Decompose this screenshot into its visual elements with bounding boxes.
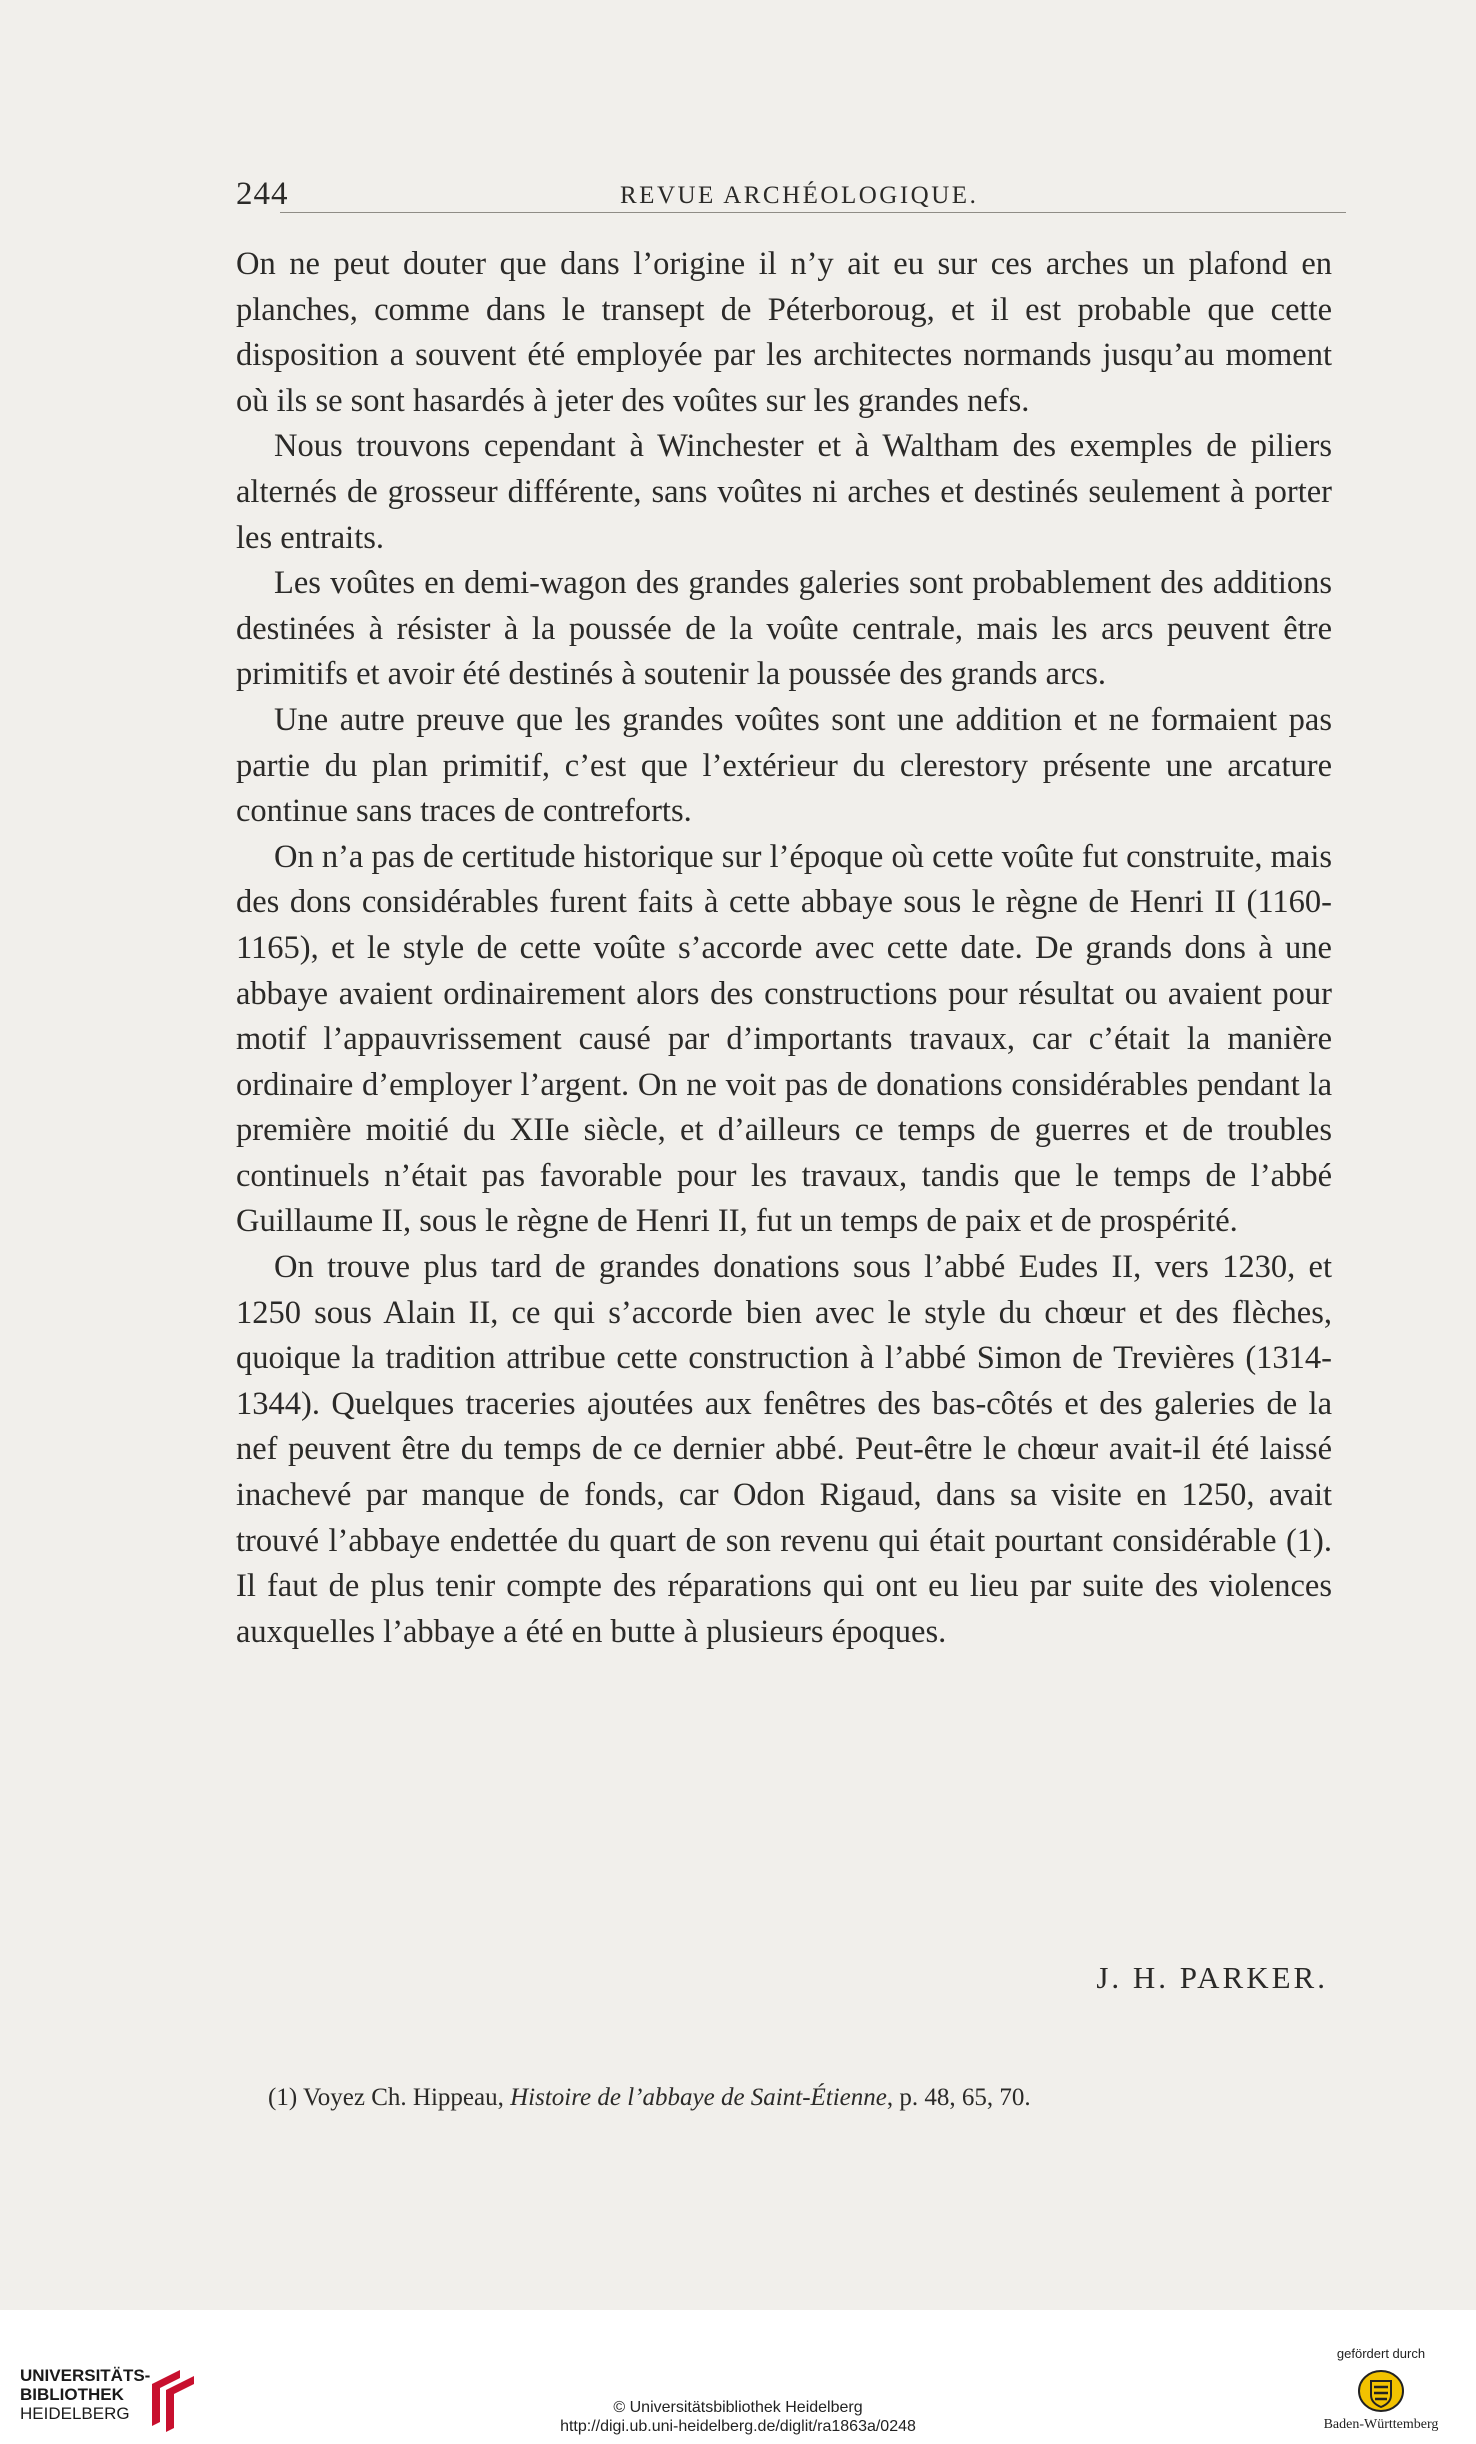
author-signature: J. H. PARKER. bbox=[1096, 1960, 1328, 1995]
sponsor-label: gefördert durch bbox=[1336, 2346, 1426, 2361]
running-title: REVUE ARCHÉOLOGIQUE. bbox=[620, 182, 979, 209]
permalink[interactable]: http://digi.ub.uni-heidelberg.de/diglit/ra1863a/0248 bbox=[560, 2418, 916, 2435]
paragraph: On ne peut douter que dans l’origine il n’y ait eu sur ces arches un plafond en planches, comme dans le transept de Péterboroug, et il est probable que cette disposition a souvent été employée par les architectes normands jusqu’au moment où ils se sont hasardés à jeter des voûtes sur les grandes nefs. bbox=[236, 246, 1332, 419]
sponsor-state: Baden-Württemberg bbox=[1323, 2417, 1439, 2432]
library-line-2: BIBLIOTHEK bbox=[20, 2385, 124, 2404]
header-rule bbox=[280, 212, 1346, 213]
copyright-text: © Universitätsbibliothek Heidelberg bbox=[613, 2399, 863, 2416]
library-line-3: HEIDELBERG bbox=[20, 2404, 130, 2423]
sponsor-block bbox=[1306, 2346, 1456, 2433]
footnote bbox=[268, 2082, 1328, 2114]
paragraph: Les voûtes en demi-wagon des grandes galeries sont probablement des additions destinées à résister à la poussée de la voûte centrale, mais les arcs peuvent être primitifs et avoir été destinés à soutenir la poussée des grands arcs. bbox=[236, 565, 1332, 693]
paragraph: Une autre preuve que les grandes voûtes sont une addition et ne formaient pas partie du plan primitif, c’est que l’extérieur du clerestory présente une arcature continue sans traces de contreforts. bbox=[236, 701, 1332, 830]
footnote-title: Histoire de l’abbaye de Saint-Étienne bbox=[510, 2084, 887, 2111]
digitization-footer bbox=[0, 2310, 1476, 2444]
paragraph: Nous trouvons cependant à Winchester et à Waltham des exemples de piliers alternés de grosseur différente, sans voûtes ni arches et destinés seulement à porter les entraits. bbox=[236, 428, 1332, 556]
coat-of-arms-icon bbox=[1357, 2369, 1405, 2413]
paragraph: On n’a pas de certitude historique sur l’époque où cette voûte fut construite, mais des dons considérables furent faits à cette abbaye sous le règne de Henri II (1160-1165), et le style de cette voûte s’accorde avec cette date. De grands dons à une abbaye avaient ordinairement alors des constructions pour résultat ou avaient pour motif l’appauvrissement causé par d’importants travaux, car c’était la manière ordinaire d’employer l’argent. On ne voit pas de donations considérables pendant la première moitié du XIIe siècle, et d’ailleurs ce temps de guerres et de troubles continuels n’était pas favorable pour les travaux, tandis que le temps de l’abbé Guillaume II, sous le règne de Henri II, fut un temps de paix et de prospérité. bbox=[236, 838, 1332, 1240]
paragraph: On trouve plus tard de grandes donations sous l’abbé Eudes II, vers 1230, et 1250 sous Alain II, ce qui s’accorde bien avec le style du chœur et des flèches, quoique la tradition attribue cette construction à l’abbé Simon de Trevières (1314-1344). Quelques traceries ajoutées aux fenêtres des bas-côtés et des galeries de la nef peuvent être du temps de ce dernier abbé. Peut-être le chœur avait-il été laissé inachevé par manque de fonds, car Odon Rigaud, dans sa visite en 1250, avait trouvé l’abbaye endettée du quart de son revenu qui était pourtant considérable (1). Il faut de plus tenir compte des réparations qui ont eu lieu par suite des violences auxquelles l’abbaye a été en butte à plusieurs époques. bbox=[236, 1249, 1332, 1650]
library-line-1: UNIVERSITÄTS- bbox=[20, 2366, 151, 2385]
footnote-prefix: Voyez Ch. Hippeau, bbox=[302, 2084, 504, 2111]
copyright-notice bbox=[0, 2398, 1476, 2436]
footnote-marker: (1) bbox=[268, 2084, 298, 2111]
footnote-suffix: , p. 48, 65, 70. bbox=[886, 2084, 1031, 2111]
page-header bbox=[236, 176, 1336, 216]
page-number: 244 bbox=[236, 176, 289, 212]
article-body bbox=[236, 242, 1332, 1655]
